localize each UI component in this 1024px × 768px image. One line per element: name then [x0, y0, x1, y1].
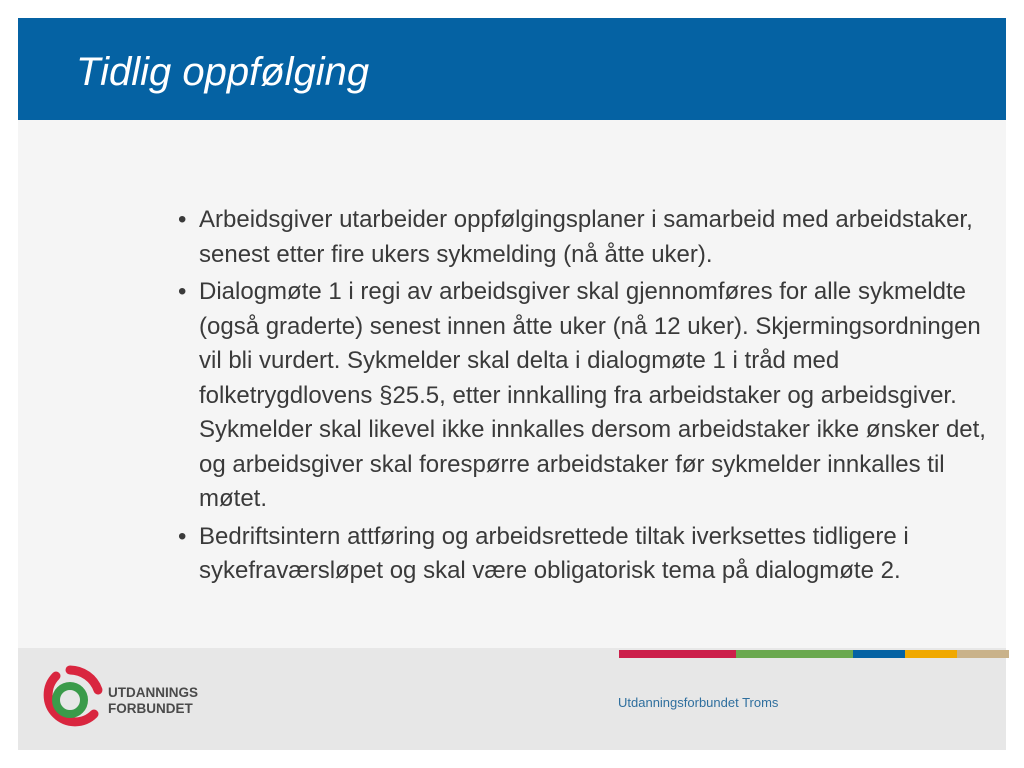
bullet-list [178, 203, 993, 592]
bullet-text: Dialogmøte 1 i regi av arbeidsgiver skal gjennomføres for alle sykmeldte (også graderte) senest innen åtte uker (nå 12 uker). Skjermingsordningen vil bli vurdert. Sykmelder skal delta i dialogmøte 1 i tråd med folketrygdlovens §25.5, etter innkalling fra arbeidstaker og arbeidsgiver. Sykmelder skal likevel ikke innkalles dersom arbeidstaker ikke ønsker det, og arbeidsgiver skal forespørre arbeidstaker før sykmelder innkalles til møtet. [199, 278, 986, 512]
stripe-blue [853, 650, 905, 658]
color-stripes [619, 650, 1009, 658]
stripe-red [619, 650, 736, 658]
bullet-symbol: • [178, 522, 187, 550]
bullet-item [178, 520, 993, 589]
bullet-symbol: • [178, 206, 187, 233]
utdanningsforbundet-logo [36, 664, 206, 734]
bullet-text: Bedriftsintern attføring og arbeidsrettede tiltak iverksettes tidligere i sykefraværsløpet og skal være obligatorisk tema på dialogmøte 2. [199, 522, 909, 584]
bullet-symbol: • [178, 278, 187, 305]
slide [18, 18, 1006, 750]
stripe-yellow [905, 650, 957, 658]
logo-text-line1: UTDANNINGS [108, 685, 198, 700]
bullet-item [178, 275, 993, 517]
utdanningsforbundet-logo-icon [48, 670, 98, 722]
stripe-green [736, 650, 853, 658]
logo-text-line2: FORBUNDET [108, 701, 193, 716]
stripe-tan [957, 650, 1009, 658]
bullet-item [178, 203, 993, 272]
slide-header [18, 18, 1006, 120]
bullet-text: Arbeidsgiver utarbeider oppfølgingsplaner i samarbeid med arbeidstaker, senest etter fire ukers sykmelding (nå åtte uker). [199, 206, 973, 268]
slide-title: Tidlig oppfølging [76, 50, 370, 94]
footer-organization: Utdanningsforbundet Troms [618, 695, 779, 710]
